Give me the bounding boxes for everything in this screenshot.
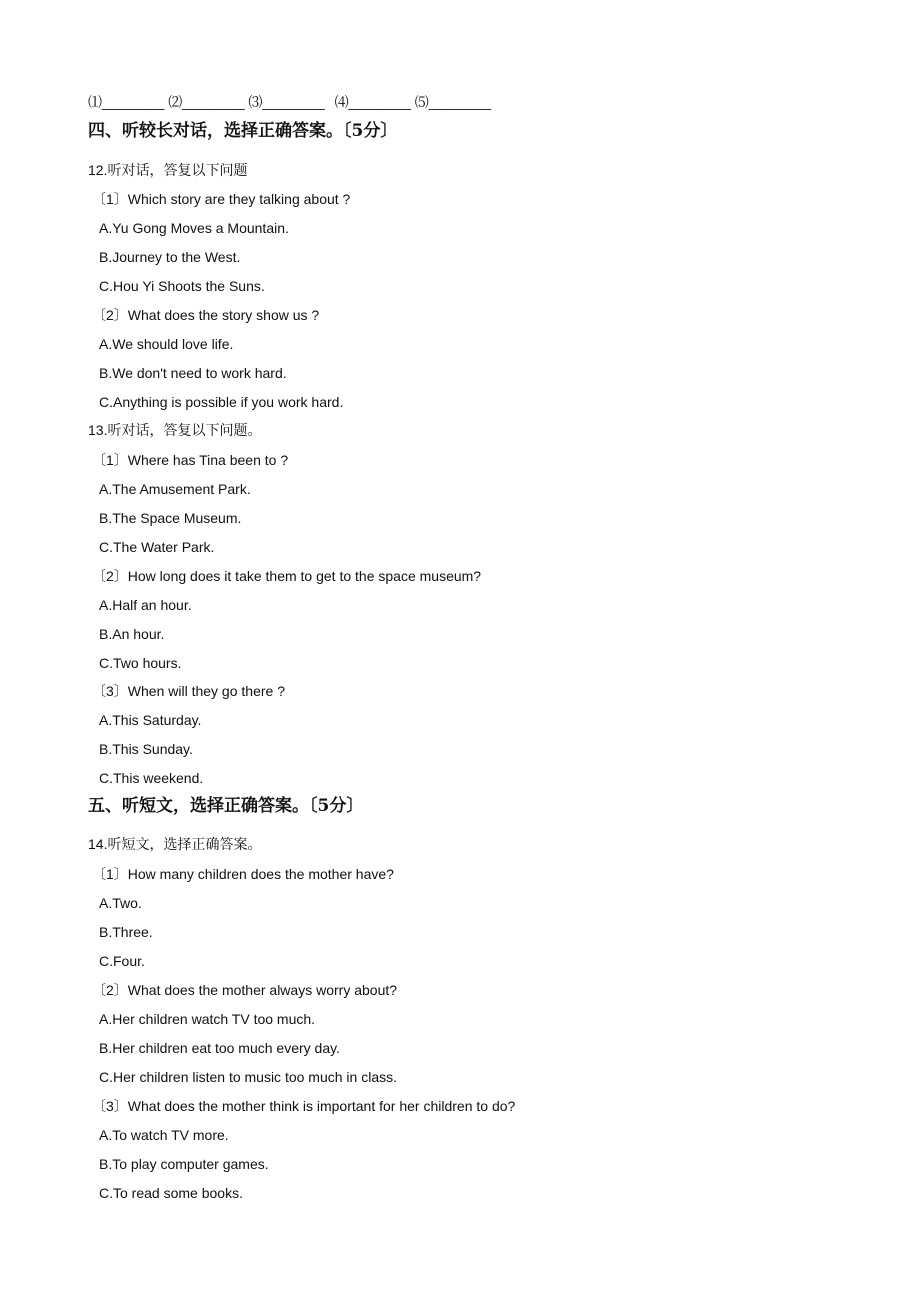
question-14-2-option-b: B.Her children eat too much every day.	[99, 1040, 340, 1056]
answer-blank-1: ⑴________	[88, 94, 165, 110]
question-13-1-option-b: B.The Space Museum.	[99, 510, 242, 526]
question-14-3-option-a: A.To watch TV more.	[99, 1127, 229, 1143]
answer-blank-5: ⑸________	[414, 94, 492, 110]
question-12-1-option-a: A.Yu Gong Moves a Mountain.	[99, 220, 289, 236]
question-13-1-option-a: A.The Amusement Park.	[99, 481, 251, 497]
question-13-2: 〔2〕How long does it take them to get to the space museum?	[92, 568, 482, 584]
question-14-prompt: 14.听短文，选择正确答案。	[88, 836, 262, 852]
question-12-2-option-c: C.Anything is possible if you work hard.	[99, 394, 344, 410]
question-14-3-option-c: C.To read some books.	[99, 1185, 243, 1201]
answer-blank-3: ⑶________	[248, 94, 325, 110]
question-13-1: 〔1〕Where has Tina been to ?	[92, 452, 289, 468]
answer-blank-2: ⑵________	[168, 94, 245, 110]
question-13-3: 〔3〕When will they go there ?	[92, 683, 285, 699]
question-14-2-option-a: A.Her children watch TV too much.	[99, 1011, 316, 1027]
question-12-2-option-a: A.We should love life.	[99, 336, 234, 352]
question-14-3-option-b: B.To play computer games.	[99, 1156, 269, 1172]
question-13-prompt: 13.听对话，答复以下问题。	[88, 422, 262, 438]
question-12-prompt: 12.听对话，答复以下问题	[88, 162, 248, 178]
question-13-3-option-c: C.This weekend.	[99, 770, 204, 786]
question-12-1-option-c: C.Hou Yi Shoots the Suns.	[99, 278, 265, 294]
question-13-2-option-b: B.An hour.	[99, 626, 165, 642]
answer-blank-4: ⑷________	[334, 94, 411, 110]
question-14-2: 〔2〕What does the mother always worry about?	[92, 982, 398, 998]
section-4-title: 四、听较长对话，选择正确答案。〔5分〕	[88, 121, 398, 141]
question-12-1-option-b: B.Journey to the West.	[99, 249, 241, 265]
question-14-2-option-c: C.Her children listen to music too much in class.	[99, 1069, 397, 1085]
question-13-3-option-b: B.This Sunday.	[99, 741, 193, 757]
question-13-2-option-a: A.Half an hour.	[99, 597, 192, 613]
question-13-1-option-c: C.The Water Park.	[99, 539, 215, 555]
question-12-2: 〔2〕What does the story show us ?	[92, 307, 320, 323]
question-14-1-option-c: C.Four.	[99, 953, 145, 969]
question-12-2-option-b: B.We don't need to work hard.	[99, 365, 287, 381]
question-14-1-option-a: A.Two.	[99, 895, 142, 911]
section-5-title: 五、听短文，选择正确答案。〔5分〕	[88, 796, 364, 816]
question-12-1: 〔1〕Which story are they talking about ?	[92, 191, 351, 207]
question-13-3-option-a: A.This Saturday.	[99, 712, 202, 728]
question-14-1-option-b: B.Three.	[99, 924, 153, 940]
question-14-1: 〔1〕How many children does the mother have?	[92, 866, 394, 882]
answer-blanks-row	[88, 92, 491, 112]
question-13-2-option-c: C.Two hours.	[99, 655, 182, 671]
question-14-3: 〔3〕What does the mother think is important for her children to do?	[92, 1098, 516, 1114]
